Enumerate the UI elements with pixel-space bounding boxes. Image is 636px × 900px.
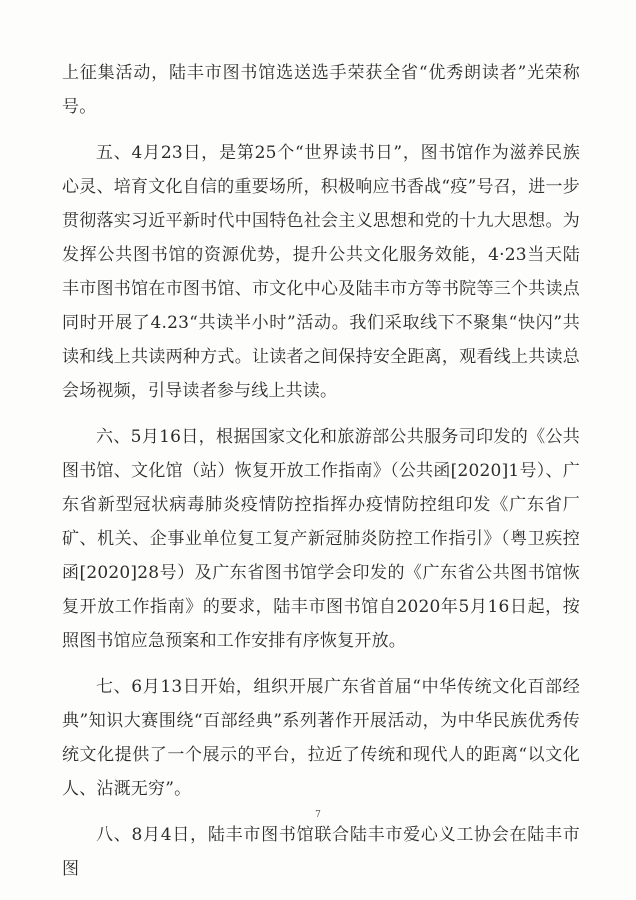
paragraph-item-8: 八、8月4日，陆丰市图书馆联合陆丰市爱心义工协会在陆丰市图 [62, 825, 580, 879]
paragraph-item-6: 六、5月16日，根据国家文化和旅游部公共服务司印发的《公共图书馆、文化馆（站）恢复开放工作指南》（公共函[2020]1号）、广东省新型冠状病毒肺炎疫情防控指挥办疫情防控组印发《广东省厂矿、机关、企事业单位复工复产新冠肺炎防控工作指引》（粤卫疾控函[2020]28号）及广东省图书馆学会印发的《广东省公共图书馆恢复开放工作指南》的要求，陆丰市图书馆自2020年5月16日起，按照图书馆应急预案和工作安排有序恢复开放。 [62, 427, 580, 651]
page-number: 7 [315, 810, 321, 820]
document-body [62, 56, 580, 886]
paragraph-item-5: 五、4月23日，是第25个“世界读书日”，图书馆作为滋养民族心灵、培育文化自信的重要场所，积极响应书香战“疫”号召，进一步贯彻落实习近平新时代中国特色社会主义思想和党的十九大思想。为发挥公共图书馆的资源优势，提升公共文化服务效能，4·23当天陆丰市图书馆在市图书馆、市文化中心及陆丰市方等书院等三个共读点同时开展了4.23“共读半小时”活动。我们采取线下不聚集“快闪”共读和线上共读两种方式。让读者之间保持安全距离，观看线上共读总会场视频，引导读者参与线上共读。 [62, 143, 580, 401]
paragraph-continuation: 上征集活动，陆丰市图书馆选送选手荣获全省“优秀朗读者”光荣称号。 [62, 63, 580, 117]
paragraph-item-7: 七、6月13日开始，组织开展广东省首届“中华传统文化百部经典”知识大赛围绕“百部经典”系列著作开展活动，为中华民族优秀传统文化提供了一个展示的平台，拉近了传统和现代人的距离“以文化人、沾溉无穷”。 [62, 677, 580, 799]
